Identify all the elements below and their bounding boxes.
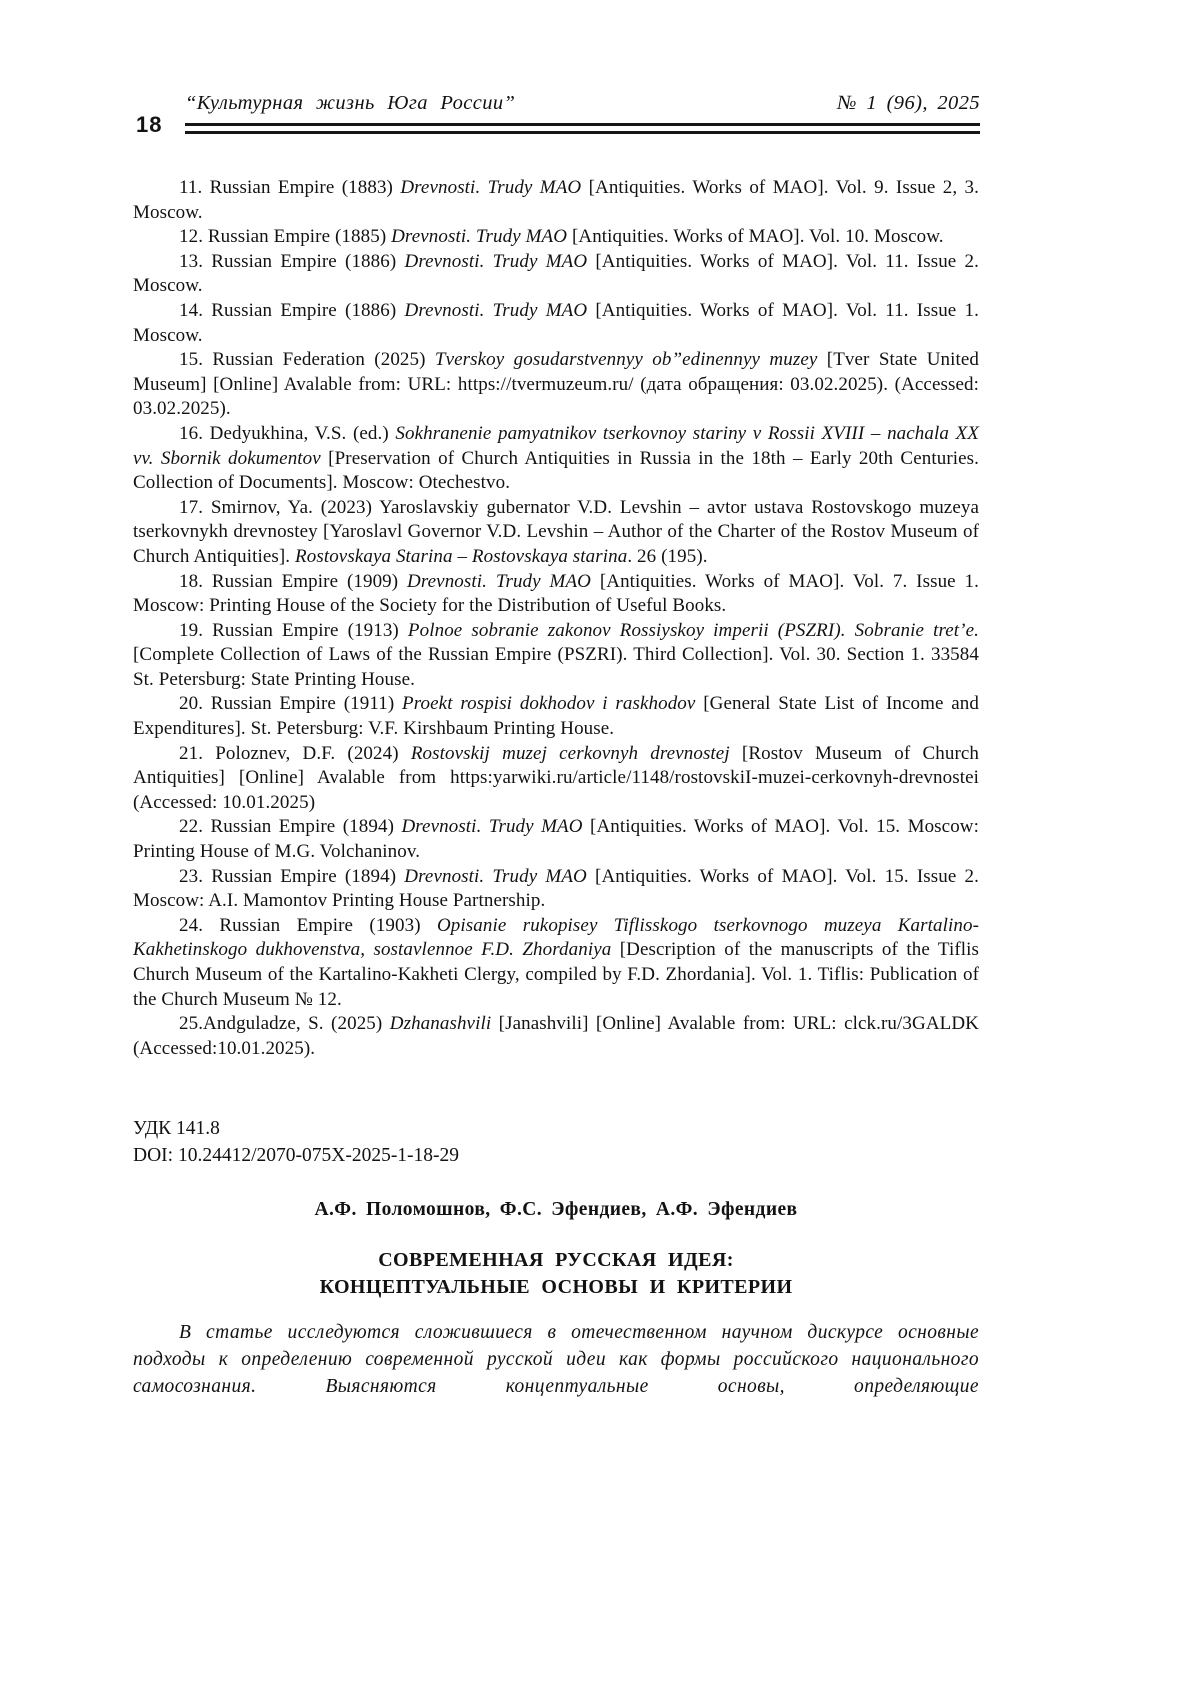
reference-item bbox=[133, 422, 979, 496]
reference-segment: 25.Andguladze, S. (2025) bbox=[179, 1013, 390, 1035]
reference-segment-italic: Drevnosti. Trudy MAO bbox=[407, 570, 591, 592]
reference-segment: 20. Russian Empire (1911) bbox=[179, 693, 403, 715]
reference-item bbox=[133, 865, 979, 914]
reference-segment: [Antiquities. Works of MAO]. Vol. 15. Moscow: Printing House of M.G. Volchaninov. bbox=[133, 816, 980, 863]
reference-segment: 22. Russian Empire (1894) bbox=[179, 816, 402, 838]
article-title-line2: КОНЦЕПТУАЛЬНЫЕ ОСНОВЫ И КРИТЕРИИ bbox=[319, 1276, 793, 1299]
reference-item bbox=[133, 496, 979, 570]
reference-segment: 13. Russian Empire (1886) bbox=[179, 250, 405, 272]
reference-segment: [Janashvili] [Online] Avalable from: URL: clck.ru/3GALDK (Accessed:10.01.2025). bbox=[133, 1013, 979, 1059]
reference-segment: [Description of the manuscripts of the Tiflis Church Museum of the Kartalino-Kakheti Clergy, compiled by F.D. Zhordania]. Vol. 1. Tiflis: Publication of the Church Museum № 12. bbox=[133, 939, 980, 1010]
doi-code: DOI: 10.24412/2070-075X-2025-1-18-29 bbox=[133, 1145, 460, 1167]
reference-item bbox=[133, 692, 979, 741]
article-meta bbox=[133, 1115, 979, 1169]
reference-item bbox=[133, 815, 979, 864]
reference-segment: . 26 (195). bbox=[627, 545, 708, 567]
reference-segment: 19. Russian Empire (1913) bbox=[179, 619, 408, 641]
reference-item bbox=[133, 619, 979, 693]
reference-item bbox=[133, 176, 979, 225]
reference-item bbox=[133, 742, 979, 816]
reference-item bbox=[133, 348, 979, 422]
reference-item bbox=[133, 250, 979, 299]
page-number: 18 bbox=[136, 112, 163, 137]
reference-item bbox=[133, 570, 979, 619]
article-title bbox=[133, 1247, 979, 1301]
reference-segment: [Antiquities. Works of MAO]. Vol. 7. Issue 1. Moscow: Printing House of the Society for the Distribution of Useful Books. bbox=[133, 570, 979, 617]
reference-item bbox=[133, 299, 979, 348]
reference-segment-italic: Opisanie rukopisey Tiflisskogo tserkovnogo muzeya Kartalino-Kakhetinskogo dukhovenstva, sostavlennoe F.D. Zhordaniya bbox=[133, 914, 979, 961]
article-title-line1: СОВРЕМЕННАЯ РУССКАЯ ИДЕЯ: bbox=[378, 1249, 734, 1272]
reference-segment-italic: Drevnosti. Trudy MAO bbox=[401, 816, 583, 838]
reference-segment: [Preservation of Church Antiquities in Russia in the 18th – Early 20th Centuries. Collection of Documents]. Moscow: Otechestvo. bbox=[133, 447, 979, 494]
reference-segment: 23. Russian Empire (1894) bbox=[179, 865, 405, 887]
reference-segment: [Antiquities. Works of MAO]. Vol. 11. Issue 2. Moscow. bbox=[133, 250, 979, 297]
header-rule bbox=[185, 123, 980, 134]
reference-segment-italic: Drevnosti. Trudy MAO bbox=[404, 250, 588, 272]
reference-segment: 21. Poloznev, D.F. (2024) bbox=[179, 742, 411, 764]
reference-segment: [Antiquities. Works of MAO]. Vol. 11. Issue 1. Moscow. bbox=[133, 299, 979, 346]
reference-segment: 18. Russian Empire (1909) bbox=[179, 570, 408, 592]
reference-segment: [Antiquities. Works of MAO]. Vol. 15. Issue 2. Moscow: A.I. Mamontov Printing House Partnership. bbox=[133, 865, 979, 912]
reference-segment: 24. Russian Empire (1903) bbox=[179, 914, 437, 936]
running-head bbox=[185, 92, 980, 115]
reference-segment-italic: Dzhanashvili bbox=[389, 1013, 492, 1035]
reference-segment-italic: Proekt rospisi dokhodov i raskhodov bbox=[402, 693, 696, 715]
reference-segment-italic: Drevnosti. Trudy MAO bbox=[404, 299, 588, 321]
issue-info: № 1 (96), 2025 bbox=[837, 92, 980, 114]
reference-segment: 11. Russian Empire (1883) bbox=[179, 177, 401, 198]
reference-segment-italic: Rostovskij muzej cerkovnyh drevnostej bbox=[410, 742, 730, 764]
authors-line: А.Ф. Поломошнов, Ф.С. Эфендиев, А.Ф. Эфендиев bbox=[314, 1199, 798, 1221]
reference-segment-italic: Drevnosti. Trudy MAO bbox=[404, 865, 587, 887]
reference-segment: [General State List of Income and Expenditures]. St. Petersburg: V.F. Kirshbaum Printing House. bbox=[133, 693, 980, 740]
reference-segment-italic: Rostovskaya Starina – Rostovskaya starina bbox=[295, 545, 628, 567]
reference-segment: 17. Smirnov, Ya. (2023) Yaroslavskiy gubernator V.D. Levshin – avtor ustava Rostovskogo muzeya tserkovnykh drevnostey [Yaroslavl Governor V.D. Levshin – Author of the Charter of the Rostov Museum of Church Antiquities]. bbox=[133, 496, 979, 567]
reference-segment: 15. Russian Federation (2025) bbox=[179, 349, 435, 371]
reference-segment: [Antiquities. Works of MAO]. Vol. 10. Moscow. bbox=[567, 226, 944, 248]
page-content bbox=[133, 176, 979, 1400]
reference-item bbox=[133, 1012, 979, 1061]
reference-item bbox=[133, 225, 979, 250]
reference-segment-italic: Polnoe sobranie zakonov Rossiyskoy imperii (PSZRI). Sobranie tret’e. bbox=[407, 619, 979, 641]
reference-segment-italic: Drevnosti. Trudy MAO bbox=[391, 226, 568, 248]
reference-segment-italic: Sokhranenie pamyatnikov tserkovnoy stariny v Rossii XVIII – nachala XX vv. Sbornik dokumentov bbox=[133, 422, 979, 469]
references-list bbox=[133, 176, 979, 1061]
udk-code: УДК 141.8 bbox=[133, 1118, 220, 1140]
reference-segment: [Antiquities. Works of MAO]. Vol. 9. Issue 2, 3. Moscow. bbox=[133, 177, 979, 223]
reference-segment: [Complete Collection of Laws of the Russian Empire (PSZRI). Third Collection]. Vol. 30. Section 1. 33584 St. Petersburg: State Printing House. bbox=[133, 644, 979, 690]
reference-segment: 16. Dedyukhina, V.S. (ed.) bbox=[179, 422, 396, 444]
reference-segment: 14. Russian Empire (1886) bbox=[179, 299, 405, 321]
reference-segment-italic: Tverskoy gosudarstvennyy ob”edinennyy muzey bbox=[434, 349, 818, 371]
journal-title: “Культурная жизнь Юга России” bbox=[185, 92, 516, 114]
reference-segment: [Tver State United Museum] [Online] Avalable from: URL: https://tvermuzeum.ru/ (дата обращения: 03.02.2025). (Accessed: 03.02.2025). bbox=[133, 349, 980, 420]
reference-segment-italic: Drevnosti. Trudy MAO bbox=[400, 177, 582, 198]
reference-segment: [Rostov Museum of Church Antiquities] [Online] Avalable from https:yarwiki.ru/article/1148/rostovskiI-muzei-cerkovnyh-drevnostei (Accessed: 10.01.2025) bbox=[133, 742, 980, 813]
abstract-text: В статье исследуются сложившиеся в отечественном научном дискурсе основные подходы к определению современной русской идеи как формы российского национального самосознания. Выясняются концептуальные основы, определяющие bbox=[133, 1322, 979, 1398]
reference-segment: 12. Russian Empire (1885) bbox=[179, 226, 392, 248]
reference-item bbox=[133, 914, 979, 1012]
